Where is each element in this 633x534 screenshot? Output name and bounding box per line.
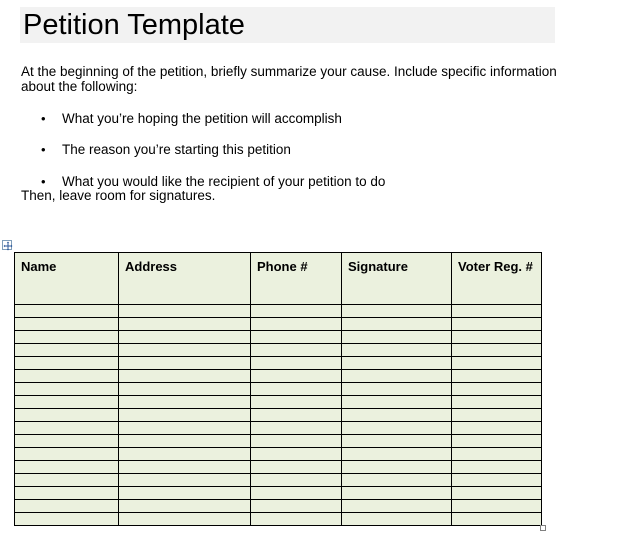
bullet-text: What you’re hoping the petition will accomplish xyxy=(62,111,342,126)
bullet-dot: • xyxy=(41,142,46,157)
cell-voter-reg[interactable] xyxy=(452,357,542,370)
cell-name[interactable] xyxy=(15,370,119,383)
table-row xyxy=(15,474,542,487)
cell-voter-reg[interactable] xyxy=(452,487,542,500)
cell-voter-reg[interactable] xyxy=(452,409,542,422)
cell-signature[interactable] xyxy=(342,331,452,344)
cell-signature[interactable] xyxy=(342,383,452,396)
cell-voter-reg[interactable] xyxy=(452,474,542,487)
cell-voter-reg[interactable] xyxy=(452,448,542,461)
signature-rows xyxy=(15,305,542,526)
cell-name[interactable] xyxy=(15,422,119,435)
cell-address[interactable] xyxy=(119,305,251,318)
cell-signature[interactable] xyxy=(342,370,452,383)
cell-name[interactable] xyxy=(15,513,119,526)
cell-voter-reg[interactable] xyxy=(452,396,542,409)
cell-name[interactable] xyxy=(15,357,119,370)
cell-name[interactable] xyxy=(15,500,119,513)
cell-phone[interactable] xyxy=(251,370,342,383)
bullet-dot: • xyxy=(41,111,46,126)
cell-address[interactable] xyxy=(119,422,251,435)
intro-paragraph: At the beginning of the petition, briefly summarize your cause. Include specific information about the following: xyxy=(21,64,557,94)
table-row xyxy=(15,357,542,370)
cell-signature[interactable] xyxy=(342,357,452,370)
cell-address[interactable] xyxy=(119,396,251,409)
table-row xyxy=(15,487,542,500)
cell-signature[interactable] xyxy=(342,461,452,474)
cell-name[interactable] xyxy=(15,305,119,318)
cell-name[interactable] xyxy=(15,474,119,487)
table-row xyxy=(15,461,542,474)
cell-phone[interactable] xyxy=(251,422,342,435)
cell-name[interactable] xyxy=(15,396,119,409)
cell-address[interactable] xyxy=(119,513,251,526)
cell-phone[interactable] xyxy=(251,331,342,344)
table-row xyxy=(15,383,542,396)
cell-name[interactable] xyxy=(15,435,119,448)
column-header-signature: Signature xyxy=(342,253,452,305)
resize-square-icon[interactable] xyxy=(540,525,546,531)
cell-phone[interactable] xyxy=(251,357,342,370)
table-row xyxy=(15,448,542,461)
cell-name[interactable] xyxy=(15,344,119,357)
table-row xyxy=(15,409,542,422)
column-header-phone: Phone # xyxy=(251,253,342,305)
cell-address[interactable] xyxy=(119,474,251,487)
cell-signature[interactable] xyxy=(342,305,452,318)
cell-phone[interactable] xyxy=(251,305,342,318)
cell-address[interactable] xyxy=(119,500,251,513)
table-row xyxy=(15,500,542,513)
cell-phone[interactable] xyxy=(251,448,342,461)
cell-address[interactable] xyxy=(119,409,251,422)
cell-phone[interactable] xyxy=(251,396,342,409)
cell-voter-reg[interactable] xyxy=(452,461,542,474)
cell-signature[interactable] xyxy=(342,474,452,487)
cell-voter-reg[interactable] xyxy=(452,500,542,513)
cell-signature[interactable] xyxy=(342,396,452,409)
cell-signature[interactable] xyxy=(342,344,452,357)
table-row xyxy=(15,331,542,344)
cell-name[interactable] xyxy=(15,331,119,344)
cell-name[interactable] xyxy=(15,461,119,474)
cell-phone[interactable] xyxy=(251,461,342,474)
cell-voter-reg[interactable] xyxy=(452,435,542,448)
column-header-voter-reg: Voter Reg. # xyxy=(452,253,542,305)
table-row xyxy=(15,396,542,409)
cell-address[interactable] xyxy=(119,435,251,448)
cell-voter-reg[interactable] xyxy=(452,331,542,344)
bullet-text: What you would like the recipient of your petition to do xyxy=(62,174,386,189)
cell-phone[interactable] xyxy=(251,383,342,396)
cell-voter-reg[interactable] xyxy=(452,513,542,526)
cell-phone[interactable] xyxy=(251,513,342,526)
cell-signature[interactable] xyxy=(342,487,452,500)
column-header-address: Address xyxy=(119,253,251,305)
cell-voter-reg[interactable] xyxy=(452,318,542,331)
cell-address[interactable] xyxy=(119,318,251,331)
cell-name[interactable] xyxy=(15,318,119,331)
bullet-dot: • xyxy=(41,174,46,189)
cell-signature[interactable] xyxy=(342,422,452,435)
cell-phone[interactable] xyxy=(251,409,342,422)
cell-voter-reg[interactable] xyxy=(452,422,542,435)
cell-voter-reg[interactable] xyxy=(452,305,542,318)
cell-signature[interactable] xyxy=(342,513,452,526)
cell-voter-reg[interactable] xyxy=(452,344,542,357)
cell-signature[interactable] xyxy=(342,409,452,422)
title-band xyxy=(20,7,555,43)
cell-name[interactable] xyxy=(15,487,119,500)
cell-address[interactable] xyxy=(119,461,251,474)
table-row xyxy=(15,305,542,318)
cell-phone[interactable] xyxy=(251,344,342,357)
page-title: Petition Template xyxy=(23,9,245,41)
cell-phone[interactable] xyxy=(251,487,342,500)
table-row xyxy=(15,435,542,448)
move-arrows-icon[interactable] xyxy=(2,240,12,250)
cell-name[interactable] xyxy=(15,383,119,396)
cell-signature[interactable] xyxy=(342,448,452,461)
cell-address[interactable] xyxy=(119,383,251,396)
cell-address[interactable] xyxy=(119,357,251,370)
cell-phone[interactable] xyxy=(251,500,342,513)
cell-address[interactable] xyxy=(119,331,251,344)
cell-voter-reg[interactable] xyxy=(452,383,542,396)
cell-phone[interactable] xyxy=(251,318,342,331)
table-row xyxy=(15,344,542,357)
cell-voter-reg[interactable] xyxy=(452,370,542,383)
cell-phone[interactable] xyxy=(251,435,342,448)
cell-signature[interactable] xyxy=(342,435,452,448)
table-header-row xyxy=(15,253,542,305)
column-header-name: Name xyxy=(15,253,119,305)
outro-paragraph: Then, leave room for signatures. xyxy=(21,188,216,203)
signature-table xyxy=(14,252,542,526)
bullet-text: The reason you’re starting this petition xyxy=(62,142,291,157)
table-row xyxy=(15,513,542,526)
cell-signature[interactable] xyxy=(342,318,452,331)
cell-address[interactable] xyxy=(119,487,251,500)
cell-phone[interactable] xyxy=(251,474,342,487)
table-row xyxy=(15,422,542,435)
table-row xyxy=(15,370,542,383)
cell-signature[interactable] xyxy=(342,500,452,513)
cell-address[interactable] xyxy=(119,448,251,461)
cell-address[interactable] xyxy=(119,344,251,357)
cell-name[interactable] xyxy=(15,409,119,422)
cell-name[interactable] xyxy=(15,448,119,461)
table-row xyxy=(15,318,542,331)
cell-address[interactable] xyxy=(119,370,251,383)
